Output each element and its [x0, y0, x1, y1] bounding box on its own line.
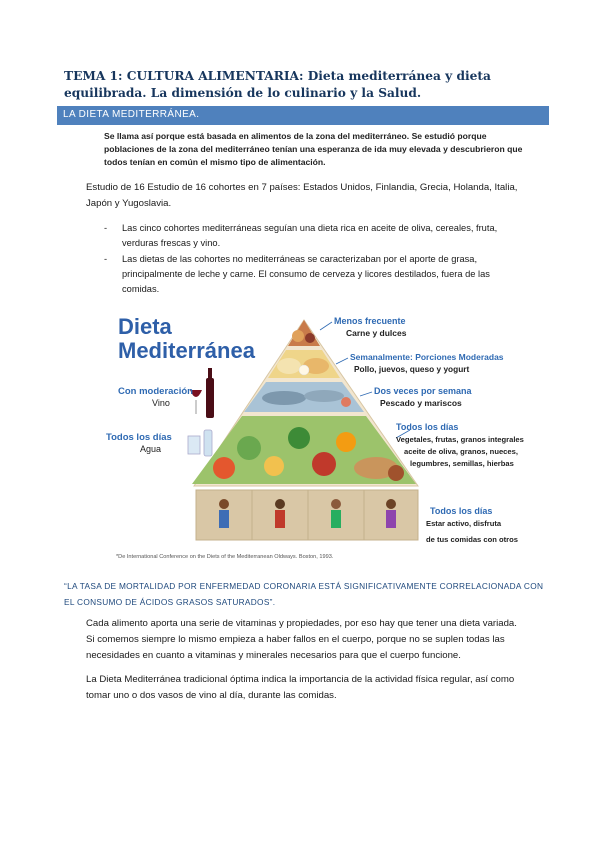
intro-paragraph: Se llama así porque está basada en alimentos de la zona del mediterráneo. Se estudió porque poblaciones de la zona del mediterráneo tenían una esperanza de ida muy elevada y descubrieron que todos tenían en común el mismo tipo de alimentación.: [104, 131, 523, 167]
daily-water-item: Agua: [140, 444, 162, 454]
tier2-items: Pollo, juevos, queso y yogurt: [354, 364, 470, 374]
tier3-label: Dos veces por semana: [374, 386, 472, 396]
tier3-items: Pescado y mariscos: [380, 398, 462, 408]
section-heading-band: [57, 106, 549, 125]
tier1-label: Menos frecuente: [334, 316, 406, 326]
daily-water-label: Todos los días: [106, 432, 172, 443]
figure-heading-line2: Mediterránea: [118, 338, 255, 363]
bullet-list: [104, 221, 524, 298]
pyramid-illustration: [84, 308, 524, 564]
body-paragraph-1: Cada alimento aporta una serie de vitaminas y propiedades, por eso hay que tener una dieta variada. Si comemos siempre lo mismo empieza a haber fallos en el cuerpo, porque no se suplen todas las necesidades en cuanto a vitaminas y minerales necesarios para que el cuerpo funcione.: [86, 618, 517, 661]
tier4-line: legumbres, semillas, hierbas: [410, 459, 514, 468]
moderation-label: Con moderación: [118, 386, 193, 397]
figure-heading-line1: Dieta: [118, 314, 172, 339]
tier5-line: Estar activo, disfruta: [426, 519, 502, 528]
mediterranean-pyramid-figure: [84, 308, 524, 564]
tier4-line: aceite de oliva, granos, nueces,: [404, 447, 518, 456]
bullet-item: - Las dietas de las cohortes no mediterráneas se caracterizaban por el aporte de grasa, principalmente de leche y carne. El consumo de cerveza y licores destilados, fuera de las comidas.: [104, 252, 524, 297]
tier4-label: Todos los días: [396, 422, 459, 432]
tier5-label: Todos los días: [430, 506, 493, 516]
tier4-line: Vegetales, frutas, granos integrales,: [396, 435, 524, 444]
highlighted-quote: “LA TASA DE MORTALIDAD POR ENFERMEDAD CORONARIA ESTÁ SIGNIFICATIVAMENTE CORRELACIONADA CON EL CONSUMO DE ÁCIDOS GRASOS SATURADOS”.: [64, 581, 544, 607]
moderation-item: Vino: [152, 398, 170, 408]
study-paragraph: Estudio de 16 Estudio de 16 cohortes en 7 países: Estados Unidos, Finlandia, Grecia, Holanda, Italia, Japón y Yugoslavia.: [86, 182, 518, 209]
bullet-item: - Las cinco cohortes mediterráneas seguían una dieta rica en aceite de oliva, cereales, fruta, verduras frescas y vino.: [104, 221, 524, 251]
body-paragraph-2: La Dieta Mediterránea tradicional óptima indica la importancia de la actividad física regular, así como tomar uno o dos vasos de vino al día, durante las comidas.: [86, 674, 515, 701]
figure-footnote: *De International Conference on the Diets of the Mediterranean Oldways. Boston, 1993.: [116, 554, 334, 560]
section-heading: LA DIETA MEDITERRÁNEA.: [63, 109, 200, 120]
document-title: TEMA 1: CULTURA ALIMENTARIA: Dieta mediterránea y dieta equilibrada. La dimensión de lo culinario y la Salud.: [64, 69, 491, 100]
tier1-items: Carne y dulces: [346, 328, 407, 338]
tier5-line: de tus comidas con otros: [426, 535, 518, 544]
tier2-label: Semanalmente: Porciones Moderadas: [350, 352, 504, 362]
